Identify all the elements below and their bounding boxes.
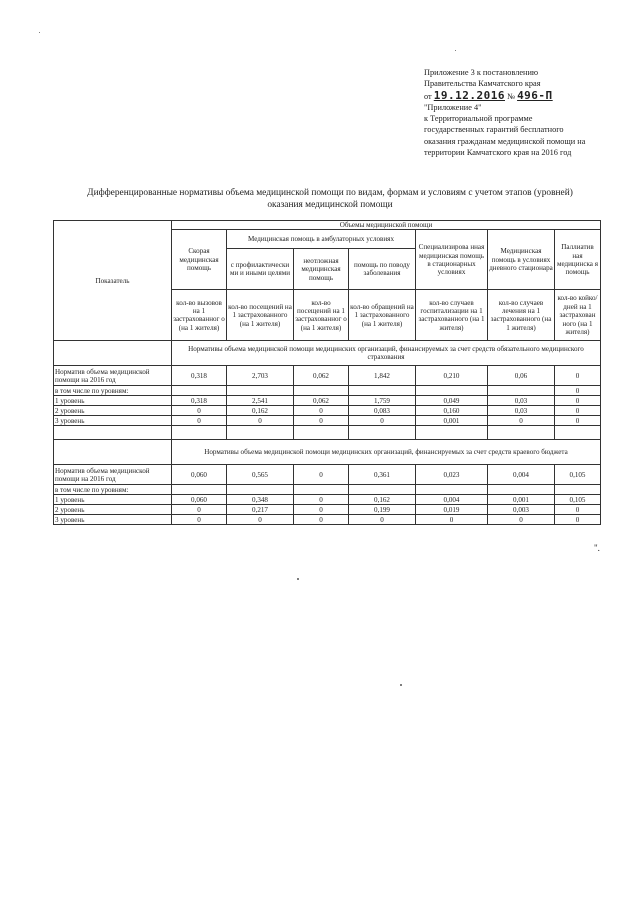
unit-cell: кол-во случаев госпитализации на 1 застрахованного (на 1 жителя) [416,290,488,341]
value-cell: 0,060 [172,495,227,505]
empty-cell [172,426,227,440]
value-cell: 0,162 [349,495,416,505]
value-cell: 0 [294,505,349,515]
value-cell: 0,06 [488,366,555,386]
value-cell: 0 [555,366,601,386]
row-label: в том числе по уровням: [54,386,172,396]
empty-cell [54,341,172,366]
value-cell: 0,060 [172,465,227,485]
header-volumes: Объемы медицинской помощи [172,221,601,230]
value-cell: 0 [488,416,555,426]
title-line-2: оказания медицинской помощи [267,200,393,210]
value-cell: 0,004 [416,495,488,505]
unit-cell: кол-во вызовов на 1 застрахованног о (на 1 жителя) [172,290,227,341]
value-cell: 0 [555,386,601,396]
value-cell [488,386,555,396]
value-cell: 0,210 [416,366,488,386]
header-indicator: Показатель [54,221,172,341]
table-row [54,495,601,505]
value-cell: 0,03 [488,406,555,416]
unit-cell: кол-во обращений на 1 застрахованного (на 1 жителя) [349,290,416,341]
value-cell: 0 [555,406,601,416]
value-cell: 0 [555,416,601,426]
closing-quote: ". [594,543,600,553]
scan-speck [455,50,456,51]
row-label: 2 уровень [54,505,172,515]
value-cell: 0 [294,495,349,505]
value-cell: 2,703 [227,366,294,386]
empty-cell [294,426,349,440]
empty-cell [349,426,416,440]
value-cell: 0,019 [416,505,488,515]
value-cell: 0 [294,515,349,525]
value-cell: 0,565 [227,465,294,485]
value-cell: 0,001 [488,495,555,505]
value-cell [416,485,488,495]
header-urgent: неотложная медицинская помощь [294,249,349,290]
empty-cell [54,440,172,465]
document-title [60,187,600,211]
appendix-date-line [424,90,624,102]
value-cell: 0,03 [488,396,555,406]
value-cell: 0,199 [349,505,416,515]
value-cell: 0 [555,515,601,525]
scan-speck [297,578,299,580]
value-cell [172,485,227,495]
value-cell: 0,160 [416,406,488,416]
appendix-header [424,67,624,158]
number-sign: № [507,91,515,101]
value-cell: 0 [172,416,227,426]
empty-cell [488,426,555,440]
value-cell: 0 [227,515,294,525]
empty-cell [54,426,172,440]
unit-cell: кол-во случаев лечения на 1 застрахованного (на 1 жителя) [488,290,555,341]
value-cell: 0,083 [349,406,416,416]
value-cell: 0,001 [416,416,488,426]
table-row [54,386,601,396]
row-label: 3 уровень [54,515,172,525]
unit-cell: кол-во койко/ дней на 1 застрахован ного (на 1 жителя) [555,290,601,341]
value-cell [294,386,349,396]
value-cell: 0 [172,515,227,525]
header-dayhosp: Медицинская помощь в условиях дневного стационара [488,230,555,290]
appendix-line-6: территории Камчатского края на 2016 год [424,148,572,158]
value-cell: 0 [349,515,416,525]
value-cell [227,485,294,495]
table-row [54,505,601,515]
header-prophylactic: с профилактически ми и иными целями [227,249,294,290]
value-cell: 0 [349,416,416,426]
value-cell [349,386,416,396]
table-row [54,406,601,416]
value-cell: 0 [488,515,555,525]
empty-cell [555,426,601,440]
header-inpatient: Специализирова нная медицинская помощь в стационарных условиях [416,230,488,290]
date-prefix: от [424,91,432,101]
value-cell: 0 [172,505,227,515]
value-cell: 0,318 [172,366,227,386]
header-palliative: Паллиатив ная медицинска я помощь [555,230,601,290]
value-cell: 0,004 [488,465,555,485]
value-cell: 0,049 [416,396,488,406]
value-cell: 2,541 [227,396,294,406]
table-row [54,515,601,525]
appendix-quote: "Приложение 4" [424,102,482,112]
value-cell: 1,842 [349,366,416,386]
value-cell: 0 [555,505,601,515]
table-row [54,485,601,495]
value-cell: 0,003 [488,505,555,515]
table-row [54,416,601,426]
value-cell [172,386,227,396]
value-cell: 0 [172,406,227,416]
spacer-row [54,426,601,440]
appendix-line-5: оказания гражданам медицинской помощи на [424,136,586,146]
value-cell: 0 [294,465,349,485]
section-oms-heading: Нормативы объема медицинской помощи медицинских организаций, финансируемых за счет средств обязательного медицинского страхования [172,341,601,366]
value-cell: 0 [416,515,488,525]
appendix-line-1: Приложение 3 к постановлению [424,68,539,77]
value-cell [227,386,294,396]
value-cell [488,485,555,495]
value-cell: 0,162 [227,406,294,416]
unit-cell: кол-во посещений на 1 застрахованног о (на 1 жителя) [294,290,349,341]
row-label: 1 уровень [54,396,172,406]
handwritten-number: 496-П [517,88,553,102]
empty-cell [416,426,488,440]
title-line-1: Дифференцированные нормативы объема медицинской помощи по видам, формам и условиям с учетом этапов (уровней) [87,188,573,198]
row-label: 2 уровень [54,406,172,416]
value-cell: 0,361 [349,465,416,485]
value-cell: 1,759 [349,396,416,406]
row-label: Норматив объема медицинской помощи на 2016 год [54,465,172,485]
value-cell: 0 [294,416,349,426]
header-outpatient: Медицинская помощь в амбулаторных условиях [227,230,416,249]
norms-table [53,220,601,525]
table-row [54,396,601,406]
value-cell: 0,023 [416,465,488,485]
section-budget-heading: Нормативы объема медицинской помощи медицинских организаций, финансируемых за счет средств краевого бюджета [172,440,601,465]
appendix-line-2: Правительства Камчатского края [424,79,541,89]
value-cell: 0,348 [227,495,294,505]
row-label: Норматив объема медицинской помощи на 2016 год [54,366,172,386]
appendix-line-4: государственных гарантий бесплатного [424,125,564,135]
header-disease: помощь по поводу заболевания [349,249,416,290]
value-cell [416,386,488,396]
table-row [54,465,601,485]
value-cell: 0 [555,396,601,406]
value-cell [555,485,601,495]
row-label: в том числе по уровням: [54,485,172,495]
handwritten-date: 19.12.2016 [433,88,505,102]
scan-speck [39,32,40,33]
value-cell: 0,318 [172,396,227,406]
value-cell: 0 [294,406,349,416]
value-cell [294,485,349,495]
value-cell [349,485,416,495]
row-label: 1 уровень [54,495,172,505]
value-cell: 0,217 [227,505,294,515]
value-cell: 0,062 [294,366,349,386]
table-row [54,366,601,386]
value-cell: 0,105 [555,465,601,485]
header-ambulance: Скорая медицинская помощь [172,230,227,290]
value-cell: 0 [227,416,294,426]
row-label: 3 уровень [54,416,172,426]
scan-speck [400,684,402,686]
value-cell: 0,062 [294,396,349,406]
value-cell: 0,105 [555,495,601,505]
unit-cell: кол-во посещений на 1 застрахованного (на 1 жителя) [227,290,294,341]
appendix-line-3: к Территориальной программе [424,114,533,124]
empty-cell [227,426,294,440]
